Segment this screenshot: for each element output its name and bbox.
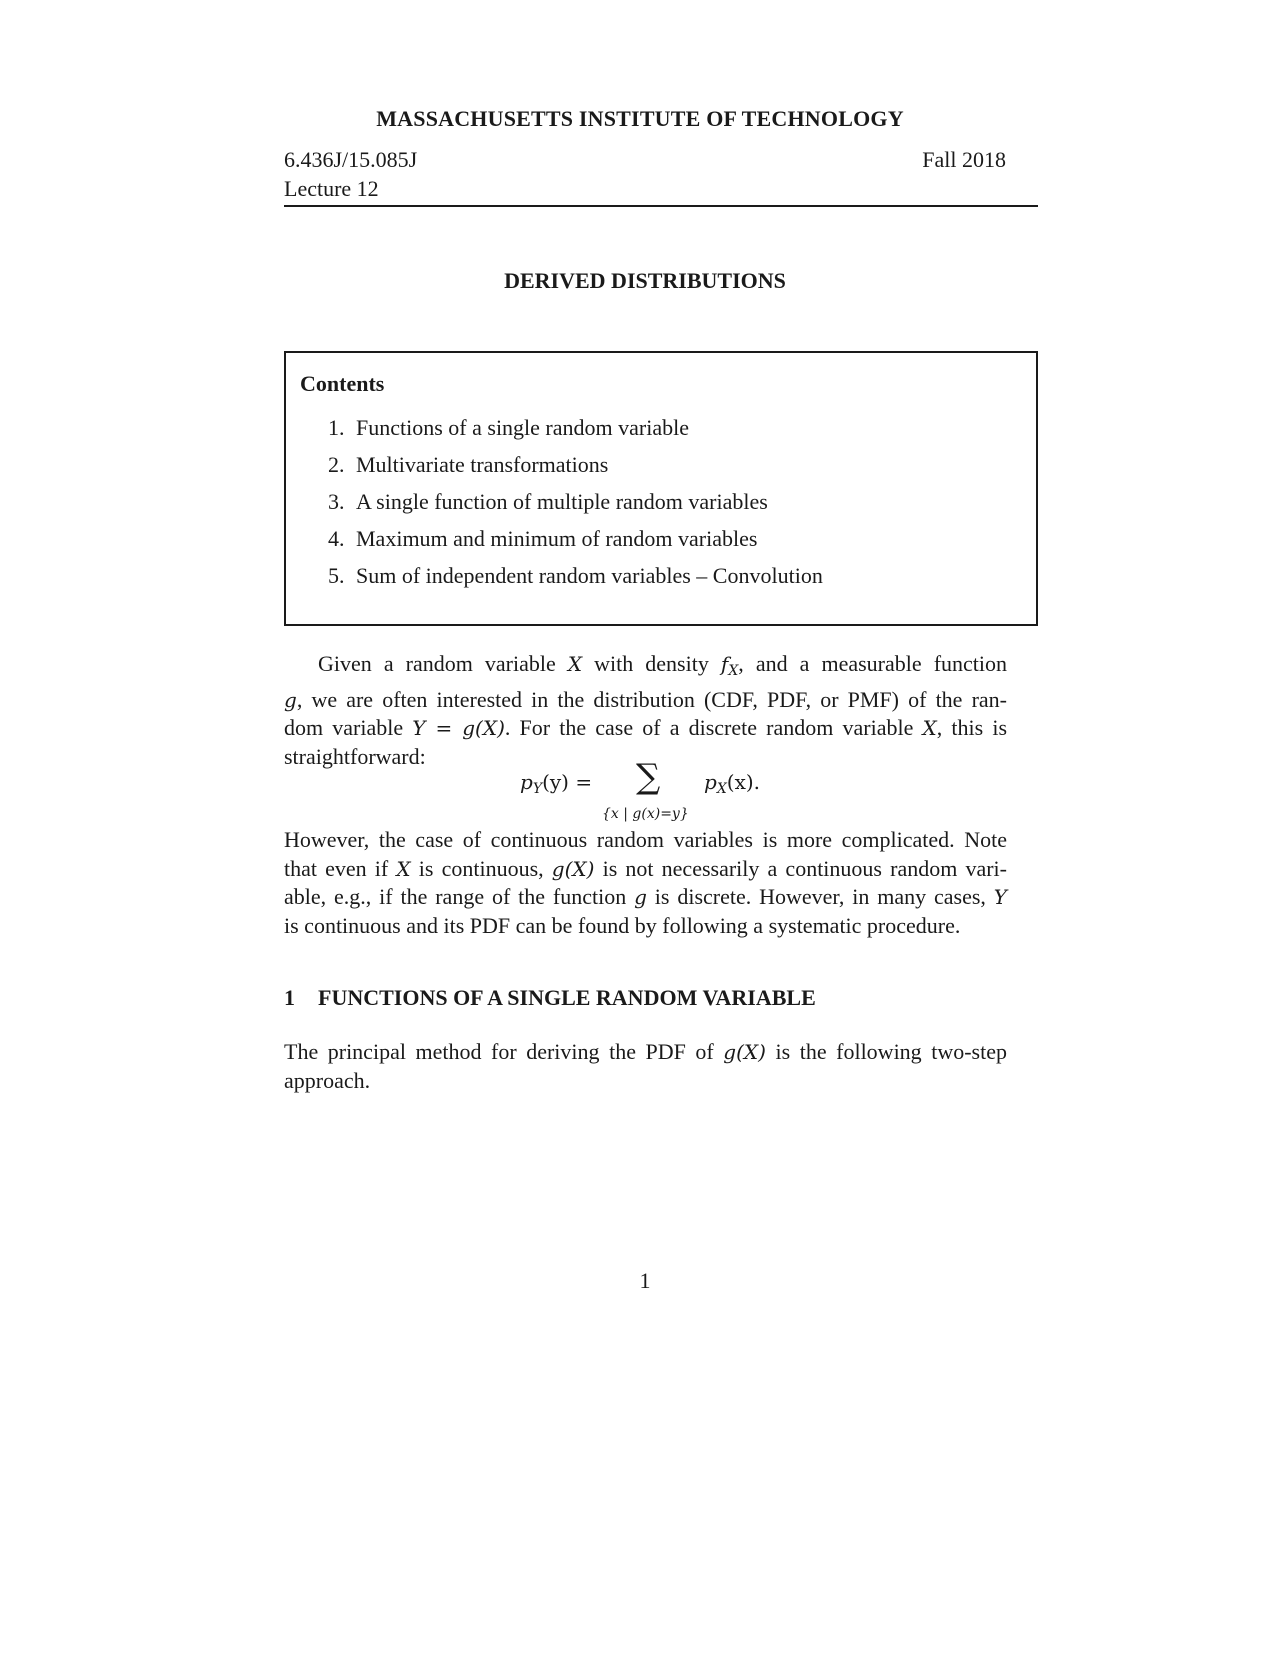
toc-item-label: A single function of multiple random variables — [356, 489, 768, 514]
text-run: , this is — [936, 715, 1008, 740]
paragraph-line — [284, 1038, 1007, 1067]
term: Fall 2018 — [922, 147, 1006, 172]
math-var: X — [922, 716, 937, 740]
math-expression: Y = g(X) — [412, 716, 505, 740]
text-run: is continuous, — [418, 855, 544, 881]
lecture-number: Lecture 12 — [284, 176, 379, 201]
paragraph-line: is continuous and its PDF can be found by following a systematic procedure. — [284, 912, 961, 938]
intro-line — [284, 686, 1007, 715]
math-expression: g(X) — [551, 856, 595, 881]
toc-item — [328, 489, 768, 515]
section-title: FUNCTIONS OF A SINGLE RANDOM VARIABLE — [318, 985, 816, 1010]
math-var: Y — [993, 885, 1007, 909]
course-number: 6.436J/15.085J — [284, 147, 418, 172]
math-subscript: X — [716, 781, 727, 797]
page-number: 1 — [639, 1268, 651, 1293]
paragraph-line: approach. — [284, 1067, 371, 1093]
intro-paragraph — [284, 650, 1007, 771]
math-subscript: X — [728, 663, 739, 679]
text-run: that even if — [284, 855, 389, 881]
text-run: , and a measurable function — [738, 651, 1008, 676]
toc-item-number: 2. — [328, 452, 345, 477]
toc-item — [328, 563, 823, 589]
toc-item-number: 1. — [328, 415, 345, 440]
contents-heading: Contents — [300, 371, 385, 396]
text-run: is not necessarily a continuous random vari- — [602, 855, 1007, 881]
toc-item — [328, 452, 608, 478]
continuous-paragraph — [284, 826, 1007, 940]
math-var: X — [567, 652, 583, 676]
summation-index: {x | g(x)=y} — [602, 806, 689, 822]
paragraph-line: However, the case of continuous random variables is more complicated. Note — [284, 827, 1007, 852]
equation-lhs — [520, 770, 592, 797]
toc-item — [328, 415, 689, 441]
paragraph-line — [284, 855, 1007, 884]
toc-item-number: 5. — [328, 563, 345, 588]
intro-line — [284, 714, 1007, 743]
math-expression: (x). — [726, 770, 761, 794]
toc-item — [328, 526, 757, 552]
text-run: The principal method for deriving the PDF of — [284, 1039, 714, 1064]
math-var: g — [284, 687, 297, 712]
paragraph-line — [284, 883, 1007, 912]
text-run: able, e.g., if the range of the function — [284, 884, 627, 909]
toc-item-number: 3. — [328, 489, 345, 514]
section1-paragraph — [284, 1038, 1007, 1095]
toc-item-label: Functions of a single random variable — [356, 415, 689, 440]
text-run: dom variable — [284, 715, 404, 740]
math-var: f — [720, 652, 729, 676]
text-run: is discrete. However, in many cases, — [654, 884, 986, 909]
header-divider — [284, 205, 1038, 207]
institute-name: MASSACHUSETTS INSTITUTE OF TECHNOLOGY — [376, 106, 904, 131]
math-expression: (y) = — [542, 770, 593, 794]
intro-line: straightforward: — [284, 743, 426, 769]
text-run: with density — [594, 651, 709, 676]
text-run: , we are often interested in the distribution (CDF, PDF, or PMF) of the ran- — [296, 686, 1007, 712]
toc-item-label: Maximum and minimum of random variables — [356, 526, 758, 551]
intro-line — [284, 650, 1007, 686]
math-var: p — [520, 770, 533, 794]
text-run: . For the case of a discrete random variable — [504, 715, 914, 740]
math-subscript: Y — [532, 781, 543, 797]
math-var: X — [396, 856, 411, 881]
toc-item-label: Sum of independent random variables – Convolution — [356, 563, 823, 588]
section-heading — [284, 985, 816, 1011]
summation-symbol: ∑ — [636, 757, 661, 797]
math-var: p — [704, 770, 717, 794]
math-expression: g(X) — [723, 1040, 766, 1064]
toc-item-label: Multivariate transformations — [356, 452, 609, 477]
toc-item-number: 4. — [328, 526, 345, 551]
equation-rhs — [704, 770, 760, 797]
math-var: g — [634, 885, 647, 909]
text-run: Given a random variable — [318, 651, 556, 676]
text-run: is the following two-step — [775, 1039, 1007, 1064]
section-number: 1 — [284, 985, 295, 1010]
document-title: DERIVED DISTRIBUTIONS — [504, 268, 786, 293]
